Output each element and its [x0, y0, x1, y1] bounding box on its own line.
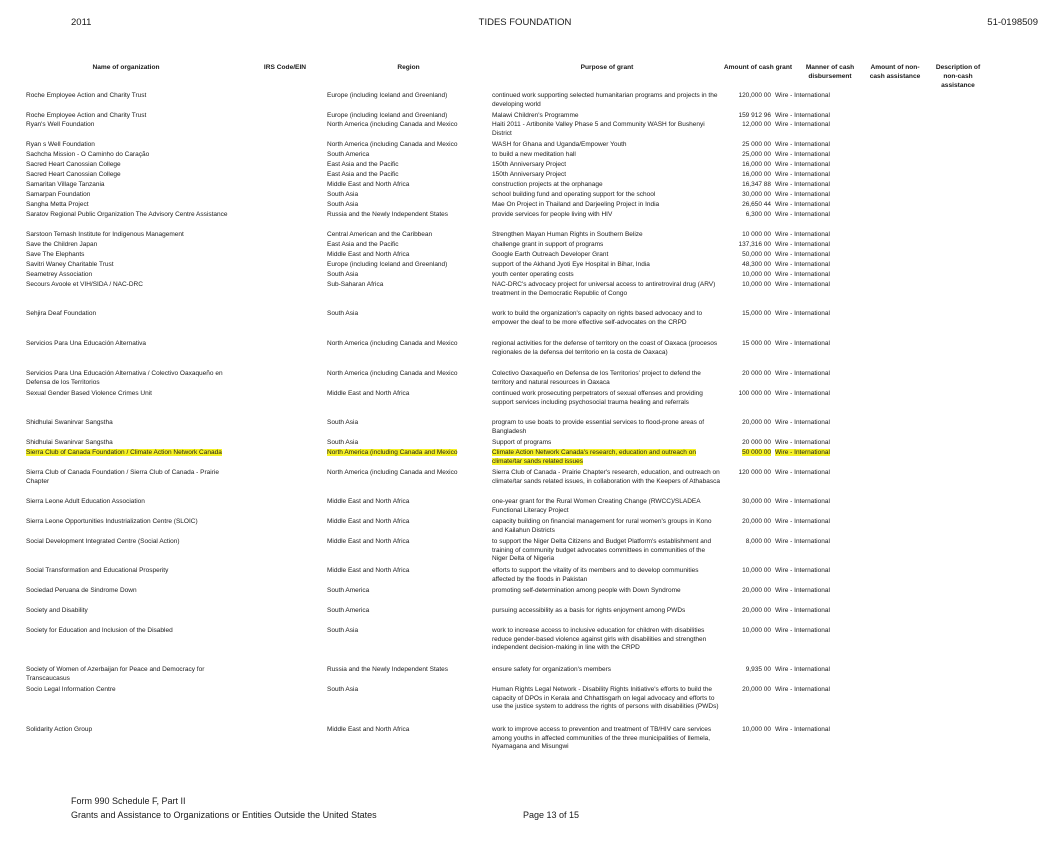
cell-manner: Wire - International: [775, 121, 830, 128]
cell-purpose: challenge grant in support of programs: [492, 241, 604, 248]
cell-region: Middle East and North Africa: [327, 390, 410, 397]
cell-amount: 16,000 00: [742, 171, 771, 178]
cell-org-name: Socio Legal Information Centre: [26, 686, 116, 693]
cell-manner: Wire - International: [775, 171, 830, 178]
cell-org-name: Ryan's Well Foundation: [26, 121, 95, 128]
cell-region: Russia and the Newly Independent States: [327, 211, 449, 218]
cell-purpose: Colectivo Oaxaqueño en Defensa de los Territorios' project to defend the territory and natural resources in Oaxaca: [492, 370, 701, 386]
cell-amount: 9,935 00: [745, 666, 771, 673]
cell-org-name: Save the Children Japan: [26, 241, 98, 248]
footer-page-number: Page 13 of 15: [523, 810, 580, 820]
cell-org-name: Sierra Club of Canada Foundation / Sierra Club of Canada - Prairie Chapter: [26, 469, 219, 485]
cell-org-name: Shidhulai Swanirvar Sangstha: [26, 439, 113, 446]
cell-amount: 20,000 00: [742, 419, 771, 426]
cell-region: Middle East and North Africa: [327, 251, 410, 258]
highlight-mark: 50 000 00: [742, 449, 771, 456]
cell-manner: Wire - International: [775, 538, 830, 545]
cell-manner: [775, 449, 865, 458]
cell-amount: 50,000 00: [742, 251, 771, 258]
cell-region: [327, 449, 487, 458]
cell-amount: 159 912 96: [738, 112, 771, 119]
cell-manner: Wire - International: [775, 231, 830, 238]
cell-purpose: 150th Anniversary Project: [492, 171, 567, 178]
cell-region: Europe (including Iceland and Greenland): [327, 112, 448, 119]
cell-org-name: Sierra Leone Adult Education Association: [26, 498, 145, 505]
cell-org-name: Servicios Para Una Educación Alternativa / Colectivo Oaxaqueño en Defensa de los Territorios: [26, 370, 223, 386]
column-header-purpose: Purpose of grant: [580, 64, 634, 71]
cell-region: South Asia: [327, 627, 359, 634]
cell-region: North America (including Canada and Mexico: [327, 370, 458, 377]
column-header-irs: IRS Code/EIN: [263, 64, 307, 71]
cell-amount: 100 000 00: [738, 390, 771, 397]
cell-region: Central American and the Caribbean: [327, 231, 433, 238]
cell-purpose: Google Earth Outreach Developer Grant: [492, 251, 609, 258]
cell-region: South Asia: [327, 191, 359, 198]
cell-org-name: Sehjira Deaf Foundation: [26, 310, 97, 317]
cell-manner: Wire - International: [775, 469, 830, 476]
cell-amount: 30,000 00: [742, 498, 771, 505]
cell-org-name: Sarstoon Temash Institute for Indigenous Management: [26, 231, 184, 238]
cell-amount: 10,000 00: [742, 567, 771, 574]
highlight-mark: Sierra Club of Canada Foundation / Climate Action Network Canada: [26, 449, 222, 456]
cell-org-name: Solidarity Action Group: [26, 726, 93, 733]
cell-region: South Asia: [327, 201, 359, 208]
cell-manner: Wire - International: [775, 281, 830, 288]
cell-purpose: to support the Niger Delta Citizens and Budget Platform's establishment and training of community budget advocates committees in communities of the Niger Delta of Nigeria: [492, 538, 712, 562]
cell-amount: 20,000 00: [742, 686, 771, 693]
cell-region: East Asia and the Pacific: [327, 161, 399, 168]
cell-purpose: efforts to support the vitality of its members and to develop communities affected by the floods in Pakistan: [492, 567, 699, 583]
cell-amount: 16,000 00: [742, 161, 771, 168]
cell-region: South Asia: [327, 271, 359, 278]
cell-amount: 20,000 00: [742, 587, 771, 594]
cell-manner: Wire - International: [775, 151, 830, 158]
cell-amount: 10,000 00: [742, 726, 771, 733]
cell-amount: 25 000 00: [742, 141, 771, 148]
cell-purpose: Human Rights Legal Network - Disability Rights Initiative's efforts to build the capacity of DPOs in Kerala and Chhattisgarh on legal advocacy and efforts to use the justice system to address the rights of persons with disabilities (PWDs): [492, 686, 719, 710]
cell-purpose: Sierra Club of Canada - Prairie Chapter's research, education, and outreach on climate/tar sands related issues, in collaboration with the Keepers of Athabasca: [492, 469, 720, 485]
cell-manner: Wire - International: [775, 666, 830, 673]
cell-purpose: work to increase access to inclusive education for children with disabilities reduce gender-based violence against girls with disabilities and strengthen independent decision-making in line with the CRPD: [492, 627, 707, 651]
cell-manner: Wire - International: [775, 211, 830, 218]
cell-purpose: work to improve access to prevention and treatment of TB/HIV care services among youths in affected communities of the three municipalities of Ilemela, Nyamagana and Misungwi: [492, 726, 712, 750]
cell-manner: Wire - International: [775, 567, 830, 574]
highlight-mark: Wire - International: [775, 449, 830, 456]
cell-purpose: capacity building on financial management for rural women's groups in Kono and Kailahun Districts: [492, 518, 712, 534]
cell-purpose: one-year grant for the Rural Women Creating Change (RWCC)/SLADEA Functional Literacy Project: [492, 498, 701, 514]
cell-org-name: Social Transformation and Educational Prosperity: [26, 567, 169, 574]
cell-org-name: Social Development Integrated Centre (Social Action): [26, 538, 180, 545]
cell-amount: 48,300 00: [742, 261, 771, 268]
cell-purpose: Haiti 2011 - Artibonite Valley Phase 5 and Community WASH for Bushenyi District: [492, 121, 705, 137]
cell-manner: Wire - International: [775, 112, 830, 119]
cell-region: Middle East and North Africa: [327, 498, 410, 505]
cell-purpose: work to build the organization's capacity on rights based advocacy and to empower the deaf to be more effective self-advocates on the CRPD: [492, 310, 703, 326]
cell-purpose: promoting self-determination among people with Down Syndrome: [492, 587, 681, 594]
cell-manner: Wire - International: [775, 241, 830, 248]
cell-org-name: [26, 449, 231, 458]
cell-org-name: Society for Education and Inclusion of the Disabled: [26, 627, 173, 634]
column-header-noncash: Amount of non-cash assistance: [869, 64, 921, 80]
cell-manner: Wire - International: [775, 251, 830, 258]
cell-region: Europe (including Iceland and Greenland): [327, 92, 448, 99]
cell-purpose: Mae On Project in Thailand and Darjeeling Project in India: [492, 201, 660, 208]
cell-region: East Asia and the Pacific: [327, 171, 399, 178]
cell-org-name: Sacred Heart Canossian College: [26, 171, 121, 178]
cell-manner: Wire - International: [775, 439, 830, 446]
cell-manner: Wire - International: [775, 607, 830, 614]
cell-manner: Wire - International: [775, 161, 830, 168]
cell-purpose: ensure safety for organization's members: [492, 666, 612, 673]
column-header-description: Description of non-cash assistance: [935, 64, 981, 89]
cell-region: South Asia: [327, 419, 359, 426]
cell-amount: 15,000 00: [742, 310, 771, 317]
cell-org-name: Sachcha Mission - O Caminho do Caração: [26, 151, 150, 158]
highlight-mark: Climate Action Network Canada's research, education and outreach on climate/tar sands related issues: [492, 449, 696, 465]
cell-purpose: support of the Akhand Jyoti Eye Hospital in Bihar, India: [492, 261, 650, 268]
cell-org-name: Shidhulai Swanirvar Sangstha: [26, 419, 113, 426]
cell-amount: 10,000 00: [742, 281, 771, 288]
cell-org-name: Save The Elephants: [26, 251, 85, 258]
cell-purpose: construction projects at the orphanage: [492, 181, 603, 188]
highlight-mark: North America (including Canada and Mexico: [327, 449, 458, 456]
cell-amount: 6,300 00: [745, 211, 771, 218]
cell-manner: Wire - International: [775, 370, 830, 377]
cell-purpose: regional activities for the defense of territory on the coast of Oaxaca (procesos regionales de la defensa del territorio en la costa de Oaxaca): [492, 340, 718, 356]
cell-region: North America (including Canada and Mexico: [327, 141, 458, 148]
cell-region: South America: [327, 151, 370, 158]
cell-org-name: Secours Avoole et VIH/SIDA / NAC-DRC: [26, 281, 143, 288]
cell-amount: 30,000 00: [742, 191, 771, 198]
cell-org-name: Sexual Gender Based Violence Crimes Unit: [26, 390, 152, 397]
cell-manner: Wire - International: [775, 390, 830, 397]
cell-manner: Wire - International: [775, 141, 830, 148]
column-header-region: Region: [397, 64, 420, 71]
cell-org-name: Roche Employee Action and Charity Trust: [26, 92, 147, 99]
cell-manner: Wire - International: [775, 627, 830, 634]
cell-manner: Wire - International: [775, 261, 830, 268]
cell-region: Middle East and North Africa: [327, 726, 410, 733]
cell-amount: 137,316 00: [738, 241, 771, 248]
cell-manner: Wire - International: [775, 518, 830, 525]
cell-purpose: NAC-DRC's advocacy project for universal access to antiretroviral drug (ARV) treatment in the Democratic Republic of Congo: [492, 281, 716, 297]
cell-amount: 10 000 00: [742, 231, 771, 238]
column-header-amount: Amount of cash grant: [723, 64, 793, 71]
cell-purpose: provide services for people living with HIV: [492, 211, 613, 218]
cell-org-name: Samaritan Village Tanzania: [26, 181, 105, 188]
cell-amount: 120 000 00: [738, 469, 771, 476]
cell-amount: 15 000 00: [742, 340, 771, 347]
cell-org-name: Sociedad Peruana de Sindrome Down: [26, 587, 137, 594]
cell-purpose: Support of programs: [492, 439, 552, 446]
cell-amount: 25,000 00: [742, 151, 771, 158]
tax-year: 2011: [71, 17, 92, 28]
cell-purpose: 150th Anniversary Project: [492, 161, 567, 168]
ein-number: 51-0198509: [987, 17, 1038, 28]
cell-region: North America (including Canada and Mexico: [327, 121, 458, 128]
cell-region: Europe (including Iceland and Greenland): [327, 261, 448, 268]
cell-region: Russia and the Newly Independent States: [327, 666, 449, 673]
cell-manner: Wire - International: [775, 191, 830, 198]
cell-region: Middle East and North Africa: [327, 518, 410, 525]
cell-purpose: Strengthen Mayan Human Rights in Southern Belize: [492, 231, 643, 238]
cell-manner: Wire - International: [775, 726, 830, 733]
cell-region: Middle East and North Africa: [327, 567, 410, 574]
cell-purpose: school building fund and operating support for the school: [492, 191, 656, 198]
cell-purpose: youth center operating costs: [492, 271, 574, 278]
cell-purpose: [492, 449, 720, 466]
column-header-manner: Manner of cash disbursement: [805, 64, 855, 80]
cell-manner: Wire - International: [775, 271, 830, 278]
cell-org-name: Samarpan Foundation: [26, 191, 91, 198]
cell-purpose: program to use boats to provide essential services to flood-prone areas of Bangladesh: [492, 419, 705, 435]
cell-purpose: WASH for Ghana and Uganda/Empower Youth: [492, 141, 627, 148]
cell-org-name: Ryan s Well Foundation: [26, 141, 95, 148]
cell-purpose: continued work prosecuting perpetrators of sexual offenses and providing support services including psychosocial trauma healing and referrals: [492, 390, 703, 406]
cell-region: North America (including Canada and Mexico: [327, 340, 458, 347]
cell-amount: 20,000 00: [742, 518, 771, 525]
cell-amount: [722, 449, 771, 458]
cell-region: North America (including Canada and Mexico: [327, 469, 458, 476]
cell-region: East Asia and the Pacific: [327, 241, 399, 248]
cell-region: South Asia: [327, 310, 359, 317]
cell-amount: 20 000 00: [742, 370, 771, 377]
cell-org-name: Savitri Waney Charitable Trust: [26, 261, 114, 268]
cell-amount: 10,000 00: [742, 627, 771, 634]
cell-purpose: continued work supporting selected humanitarian programs and projects in the developing world: [492, 92, 718, 108]
organization-title: TIDES FOUNDATION: [478, 17, 572, 28]
cell-manner: Wire - International: [775, 201, 830, 208]
cell-purpose: pursuing accessibility as a basis for rights enjoyment among PWDs: [492, 607, 686, 614]
cell-org-name: Saratov Regional Public Organization The Advisory Centre Assistance: [26, 211, 228, 218]
column-header-name: Name of organization: [92, 64, 160, 71]
cell-manner: Wire - International: [775, 181, 830, 188]
cell-org-name: Sierra Leone Opportunities Industrialization Centre (SLOIC): [26, 518, 198, 525]
cell-org-name: Seametrey Association: [26, 271, 93, 278]
cell-manner: Wire - International: [775, 686, 830, 693]
footer-subtitle: Grants and Assistance to Organizations or Entities Outside the United States: [71, 810, 377, 820]
cell-manner: Wire - International: [775, 498, 830, 505]
cell-amount: 20,000 00: [742, 607, 771, 614]
cell-manner: Wire - International: [775, 92, 830, 99]
cell-org-name: Roche Employee Action and Charity Trust: [26, 112, 147, 119]
cell-amount: 10,000 00: [742, 271, 771, 278]
cell-purpose: Malawi Children's Programme: [492, 112, 579, 119]
cell-region: South America: [327, 607, 370, 614]
cell-org-name: Society and Disability: [26, 607, 88, 614]
cell-amount: 26,650 44: [742, 201, 771, 208]
cell-manner: Wire - International: [775, 340, 830, 347]
cell-org-name: Sacred Heart Canossian College: [26, 161, 121, 168]
cell-org-name: Sangha Metta Project: [26, 201, 89, 208]
cell-manner: Wire - International: [775, 419, 830, 426]
cell-amount: 120,000 00: [738, 92, 771, 99]
cell-region: South America: [327, 587, 370, 594]
cell-region: Sub-Saharan Africa: [327, 281, 384, 288]
cell-region: Middle East and North Africa: [327, 538, 410, 545]
cell-region: South Asia: [327, 686, 359, 693]
cell-amount: 16,347 88: [742, 181, 771, 188]
cell-region: Middle East and North Africa: [327, 181, 410, 188]
cell-amount: 8,000 00: [745, 538, 771, 545]
cell-manner: Wire - International: [775, 587, 830, 594]
cell-org-name: Society of Women of Azerbaijan for Peace and Democracy for Transcaucasus: [26, 666, 205, 682]
cell-amount: 12,000 00: [742, 121, 771, 128]
cell-purpose: to build a new meditation hall: [492, 151, 576, 158]
cell-org-name: Servicios Para Una Educación Alternativa: [26, 340, 146, 347]
cell-manner: Wire - International: [775, 310, 830, 317]
footer-form: Form 990 Schedule F, Part II: [71, 796, 186, 806]
cell-amount: 20 000 00: [742, 439, 771, 446]
cell-region: South Asia: [327, 439, 359, 446]
